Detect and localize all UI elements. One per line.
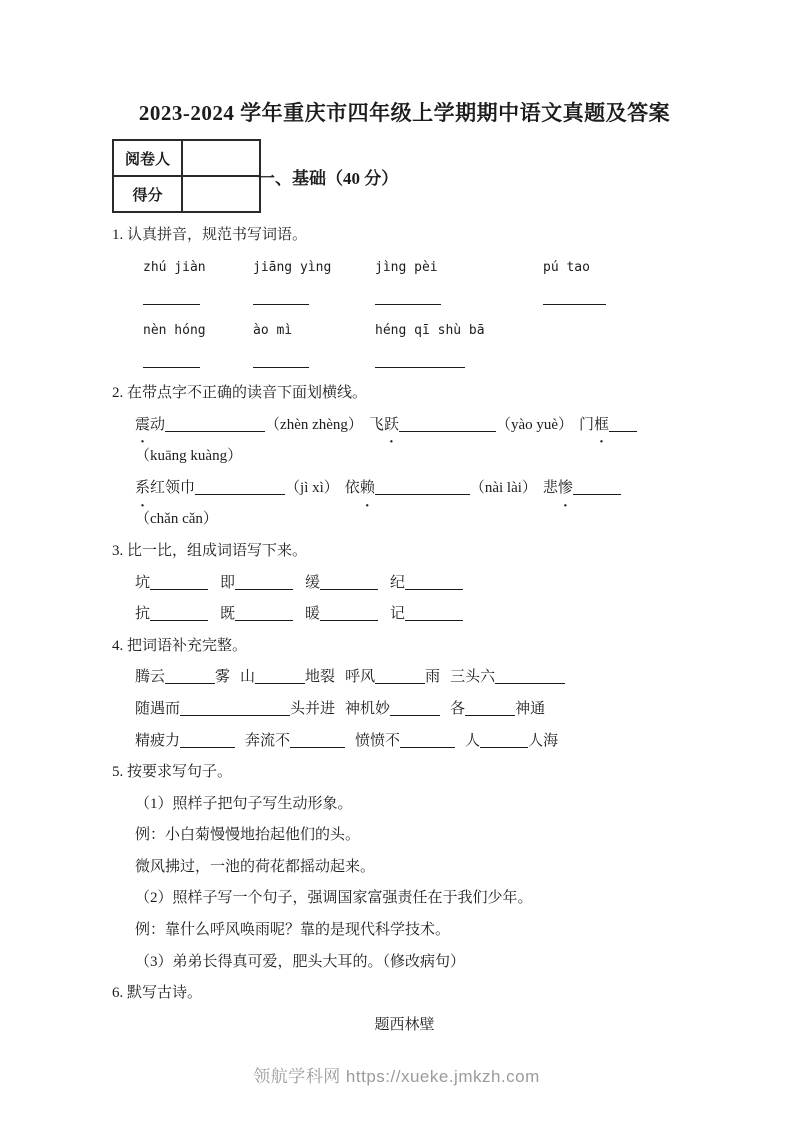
answer-blank xyxy=(609,418,637,432)
score-table-grader-cell xyxy=(182,140,260,176)
answer-blank xyxy=(143,354,200,368)
blank-cell xyxy=(143,283,253,315)
q1-label: 1. 认真拼音，规范书写词语。 xyxy=(112,227,308,243)
dotted-char: 震 xyxy=(135,416,151,433)
word-group xyxy=(135,599,208,631)
answer-blank xyxy=(375,670,425,684)
phrase-pre: 各 xyxy=(450,700,466,717)
answer-blank xyxy=(290,734,345,748)
phrase-group xyxy=(135,733,235,749)
compare-char: 抗 xyxy=(135,606,151,623)
q3-row1 xyxy=(112,568,697,600)
phrase-pre: 人 xyxy=(465,732,481,749)
answer-blank xyxy=(543,291,606,305)
word-group xyxy=(390,568,463,600)
q3-row2 xyxy=(112,599,697,631)
phrase-group xyxy=(345,701,440,717)
q3-label: 3. 比一比，组成词语写下来。 xyxy=(112,542,308,559)
q1-blank-row1 xyxy=(112,283,697,315)
phrase-group xyxy=(345,669,440,685)
phrase-post: 人海 xyxy=(528,732,559,749)
q1-pinyin-row1 xyxy=(112,252,697,284)
dotted-char: 系 xyxy=(135,479,151,496)
q6-label: 6. 默写古诗。 xyxy=(112,985,203,1002)
blank-cell xyxy=(375,283,543,315)
phrase-pre: 精疲力 xyxy=(135,732,181,749)
phrase-group xyxy=(465,733,558,749)
phrase-post: 雾 xyxy=(215,669,231,686)
answer-blank xyxy=(400,734,455,748)
answer-blank xyxy=(195,481,285,495)
q1-pinyin-row2 xyxy=(112,315,697,347)
word-pre: 依 xyxy=(344,479,360,496)
pinyin-word: ào mì xyxy=(253,322,293,338)
compare-char: 记 xyxy=(390,606,406,623)
pinyin-word: nèn hóng xyxy=(143,322,206,338)
q5-label: 5. 按要求写句子。 xyxy=(112,764,233,781)
q2-line1 xyxy=(112,410,697,442)
phrase-post: 神通 xyxy=(515,700,546,717)
q4-row2 xyxy=(112,694,697,726)
q1-blank-row2 xyxy=(112,346,697,378)
answer-blank xyxy=(150,576,208,590)
phrase-pre: 随遇而 xyxy=(135,700,181,717)
answer-blank xyxy=(143,291,200,305)
answer-blank xyxy=(180,702,290,716)
answer-blank xyxy=(399,418,496,432)
poem-title: 题西林壁 xyxy=(374,1016,435,1033)
score-table-score-cell xyxy=(182,176,260,212)
phrase-pre: 呼风 xyxy=(345,669,376,686)
answer-blank xyxy=(390,702,440,716)
answer-blank xyxy=(235,576,293,590)
phrase-group xyxy=(450,669,565,685)
blank-cell xyxy=(543,283,606,315)
answer-blank xyxy=(320,607,378,621)
page-content xyxy=(112,98,697,1041)
phrase-pre: 愤愤不 xyxy=(355,732,401,749)
page-title: 2023-2024 学年重庆市四年级上学期期中语文真题及答案 xyxy=(138,101,671,125)
phrase-pre: 三头六 xyxy=(450,669,496,686)
score-table-label-grader: 阅卷人 xyxy=(113,140,182,176)
blank-cell xyxy=(375,346,465,378)
q5-item: 微风拂过，一池的荷花都摇动起来。 xyxy=(135,858,376,875)
word-group xyxy=(390,599,463,631)
pinyin-paren: （nài lài） xyxy=(469,479,537,496)
site-watermark: 领航学科网 https://xueke.jmkzh.com xyxy=(253,1067,540,1086)
q5-item: （2）照样子写一个句子，强调国家富强责任在于我们少年。 xyxy=(135,890,533,907)
phrase-group xyxy=(135,669,230,685)
answer-blank xyxy=(495,670,565,684)
word-group xyxy=(305,568,378,600)
blank-cell xyxy=(253,283,375,315)
section-heading: 一、基础（40 分） xyxy=(258,168,399,188)
q2-line3 xyxy=(112,473,697,505)
pinyin-paren: （yào yuè） xyxy=(495,416,574,433)
blank-cell xyxy=(253,346,375,378)
answer-blank xyxy=(375,481,470,495)
compare-char: 即 xyxy=(220,574,236,591)
answer-blank xyxy=(165,418,265,432)
answer-blank xyxy=(573,481,621,495)
phrase-group xyxy=(355,733,455,749)
word-rest: 红领巾 xyxy=(150,479,196,496)
answer-blank xyxy=(255,670,305,684)
pinyin-word: jiāng yìng xyxy=(253,259,332,275)
q5-item: 例：小白菊慢慢地抬起他们的头。 xyxy=(135,827,361,844)
word-group xyxy=(220,568,293,600)
word-pre: 悲 xyxy=(542,479,558,496)
pinyin-word: héng qī shù bā xyxy=(375,322,485,338)
word-rest: 动 xyxy=(150,416,166,433)
q2-line4: （chǎn cǎn） xyxy=(135,511,218,528)
q5-item: （1）照样子把句子写生动形象。 xyxy=(135,795,353,812)
blank-cell xyxy=(143,346,253,378)
q5-item: （3）弟弟长得真可爱，肥头大耳的。（修改病句） xyxy=(135,953,466,970)
compare-char: 坑 xyxy=(135,574,151,591)
compare-char: 缓 xyxy=(305,574,321,591)
word-pre: 门 xyxy=(579,416,595,433)
answer-blank xyxy=(320,576,378,590)
phrase-post: 地裂 xyxy=(305,669,336,686)
dotted-char: 框 xyxy=(594,416,610,433)
phrase-pre: 奔流不 xyxy=(245,732,291,749)
phrase-group xyxy=(245,733,345,749)
q2-line2: （kuāng kuàng） xyxy=(135,448,243,465)
word-group xyxy=(135,568,208,600)
q5-item: 例：靠什么呼风唤雨呢？靠的是现代科学技术。 xyxy=(135,922,451,939)
compare-char: 纪 xyxy=(390,574,406,591)
pinyin-word: zhú jiàn xyxy=(143,259,206,275)
answer-blank xyxy=(375,354,465,368)
dotted-char: 跃 xyxy=(383,416,399,433)
phrase-post: 雨 xyxy=(425,669,441,686)
phrase-group xyxy=(240,669,335,685)
answer-blank xyxy=(150,607,208,621)
answer-blank xyxy=(405,576,463,590)
answer-blank xyxy=(465,702,515,716)
score-table-label-score: 得分 xyxy=(113,176,182,212)
q2-label: 2. 在带点字不正确的读音下面划横线。 xyxy=(112,384,368,401)
compare-char: 既 xyxy=(220,606,236,623)
answer-blank xyxy=(405,607,463,621)
dotted-char: 惨 xyxy=(557,479,573,496)
pinyin-paren: （jì xì） xyxy=(285,479,339,496)
dotted-char: 赖 xyxy=(359,479,375,496)
pinyin-word: jìng pèi xyxy=(375,259,438,275)
pinyin-word: pú tao xyxy=(543,259,590,275)
phrase-pre: 山 xyxy=(240,669,256,686)
answer-blank xyxy=(480,734,528,748)
word-pre: 飞 xyxy=(368,416,384,433)
answer-blank xyxy=(180,734,235,748)
q4-row3 xyxy=(112,726,697,758)
score-table xyxy=(112,139,261,213)
word-group xyxy=(220,599,293,631)
answer-blank xyxy=(253,354,309,368)
phrase-group xyxy=(135,701,335,717)
pinyin-paren: （zhèn zhèng） xyxy=(265,416,363,433)
answer-blank xyxy=(375,291,441,305)
word-group xyxy=(305,599,378,631)
phrase-pre: 腾云 xyxy=(135,669,166,686)
phrase-pre: 神机妙 xyxy=(345,700,391,717)
compare-char: 暖 xyxy=(305,606,321,623)
phrase-post: 头并进 xyxy=(290,700,336,717)
header-row xyxy=(112,140,697,212)
q4-row1 xyxy=(112,662,697,694)
answer-blank xyxy=(235,607,293,621)
phrase-group xyxy=(450,701,545,717)
q4-label: 4. 把词语补充完整。 xyxy=(112,637,248,654)
answer-blank xyxy=(253,291,309,305)
answer-blank xyxy=(165,670,215,684)
